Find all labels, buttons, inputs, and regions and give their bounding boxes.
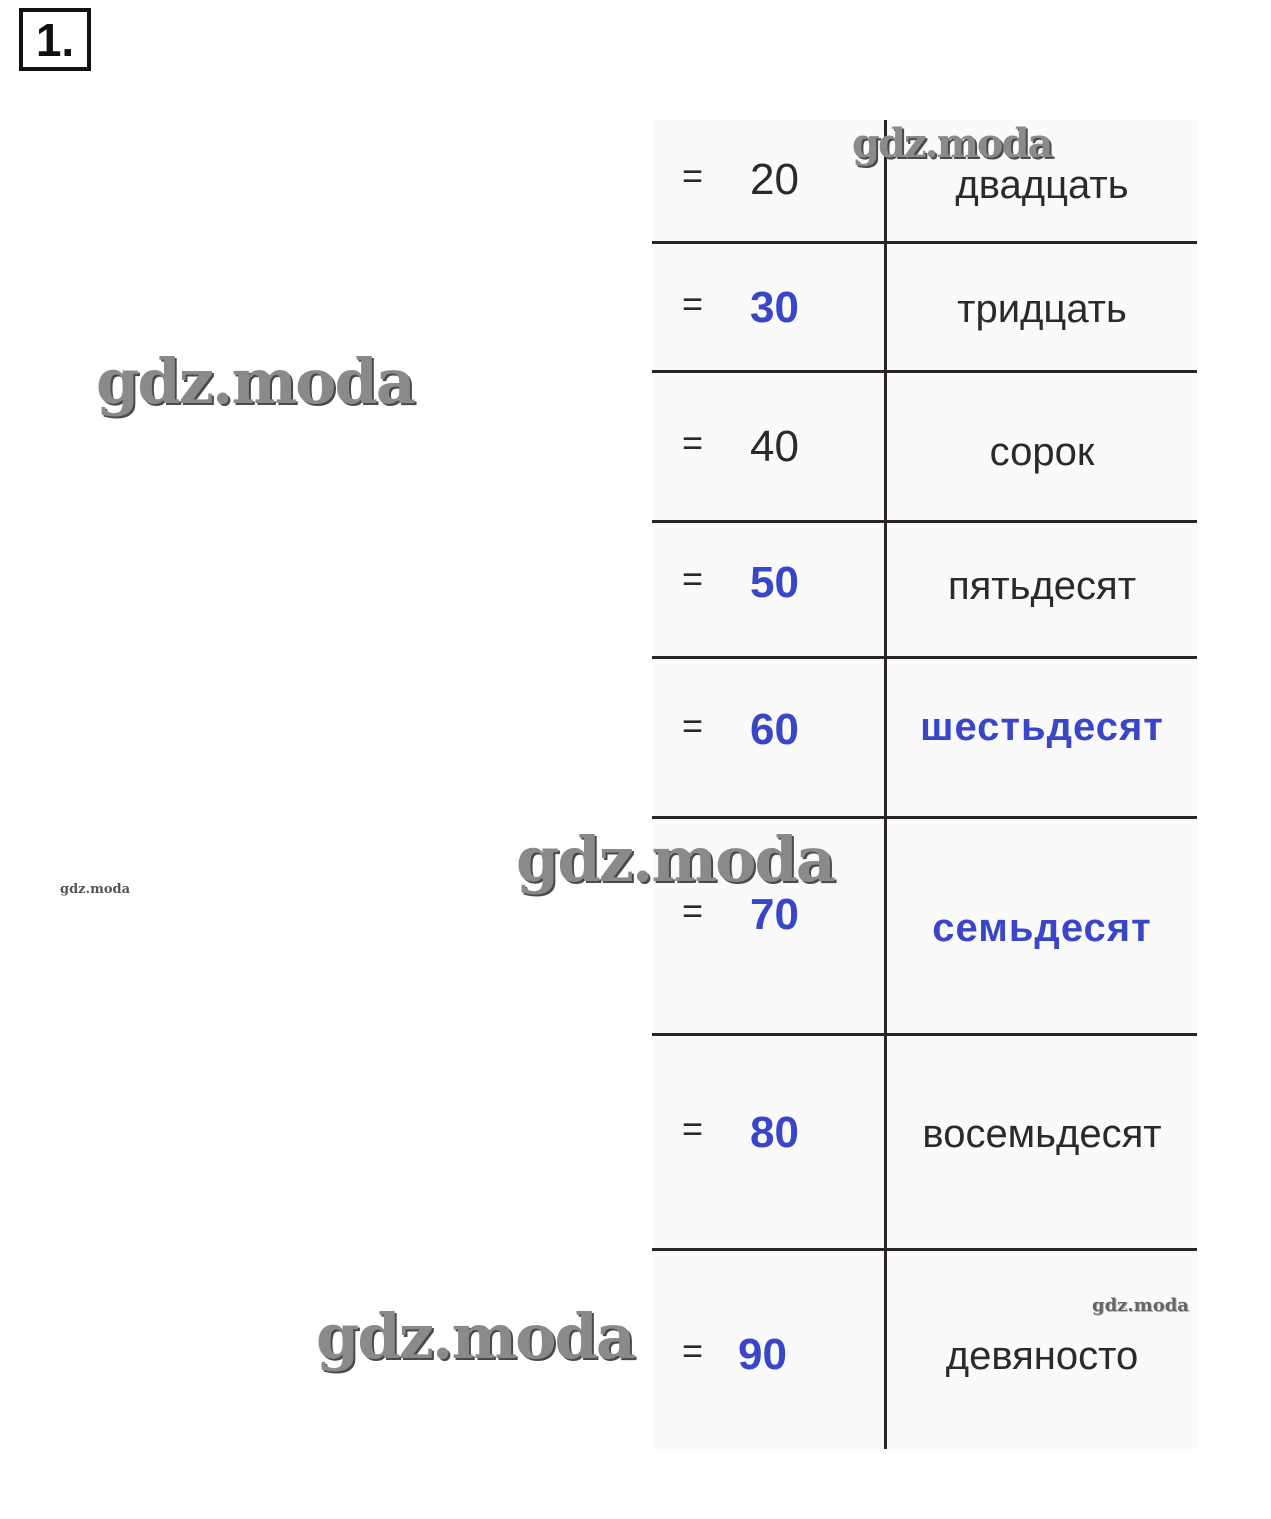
number-cell: 50 — [750, 558, 799, 607]
word-cell: тридцать — [957, 287, 1127, 331]
equals-sign: = — [682, 155, 704, 196]
equals-sign: = — [682, 283, 704, 324]
word-cell: пятьдесят — [947, 564, 1137, 608]
watermark: gdz.moda — [1092, 1295, 1189, 1316]
row-divider — [652, 241, 1197, 244]
word-cell: семьдесят — [932, 906, 1152, 950]
watermark: gdz.moda — [60, 882, 131, 897]
number-cell: 70 — [750, 890, 799, 939]
word-cell: восемьдесят — [922, 1112, 1162, 1156]
equals-sign: = — [682, 890, 704, 931]
row-divider — [652, 1248, 1197, 1251]
row-divider — [652, 656, 1197, 659]
equals-sign: = — [682, 1108, 704, 1149]
number-cell: 90 — [738, 1330, 787, 1379]
number-cell: 60 — [750, 705, 799, 754]
number-cell: 20 — [750, 155, 799, 204]
number-cell: 30 — [750, 283, 799, 332]
number-cell: 40 — [750, 422, 799, 471]
watermark: gdz.moda — [316, 1300, 634, 1373]
row-divider — [652, 1033, 1197, 1036]
equals-sign: = — [682, 558, 704, 599]
row-divider — [652, 520, 1197, 523]
row-divider — [652, 370, 1197, 373]
word-cell: двадцать — [955, 163, 1129, 207]
word-cell: девяносто — [945, 1334, 1139, 1378]
equals-sign: = — [682, 705, 704, 746]
row-divider — [652, 816, 1197, 819]
watermark: gdz.moda — [852, 120, 1052, 167]
word-cell: сорок — [989, 430, 1095, 474]
watermark: gdz.moda — [96, 345, 414, 418]
watermark: gdz.moda — [516, 823, 834, 896]
equals-sign: = — [682, 1330, 704, 1371]
task-number: 1. — [19, 8, 91, 71]
number-cell: 80 — [750, 1108, 799, 1157]
equals-sign: = — [682, 422, 704, 463]
numbers-table — [652, 120, 1197, 1449]
word-cell: шестьдесят — [920, 705, 1164, 749]
